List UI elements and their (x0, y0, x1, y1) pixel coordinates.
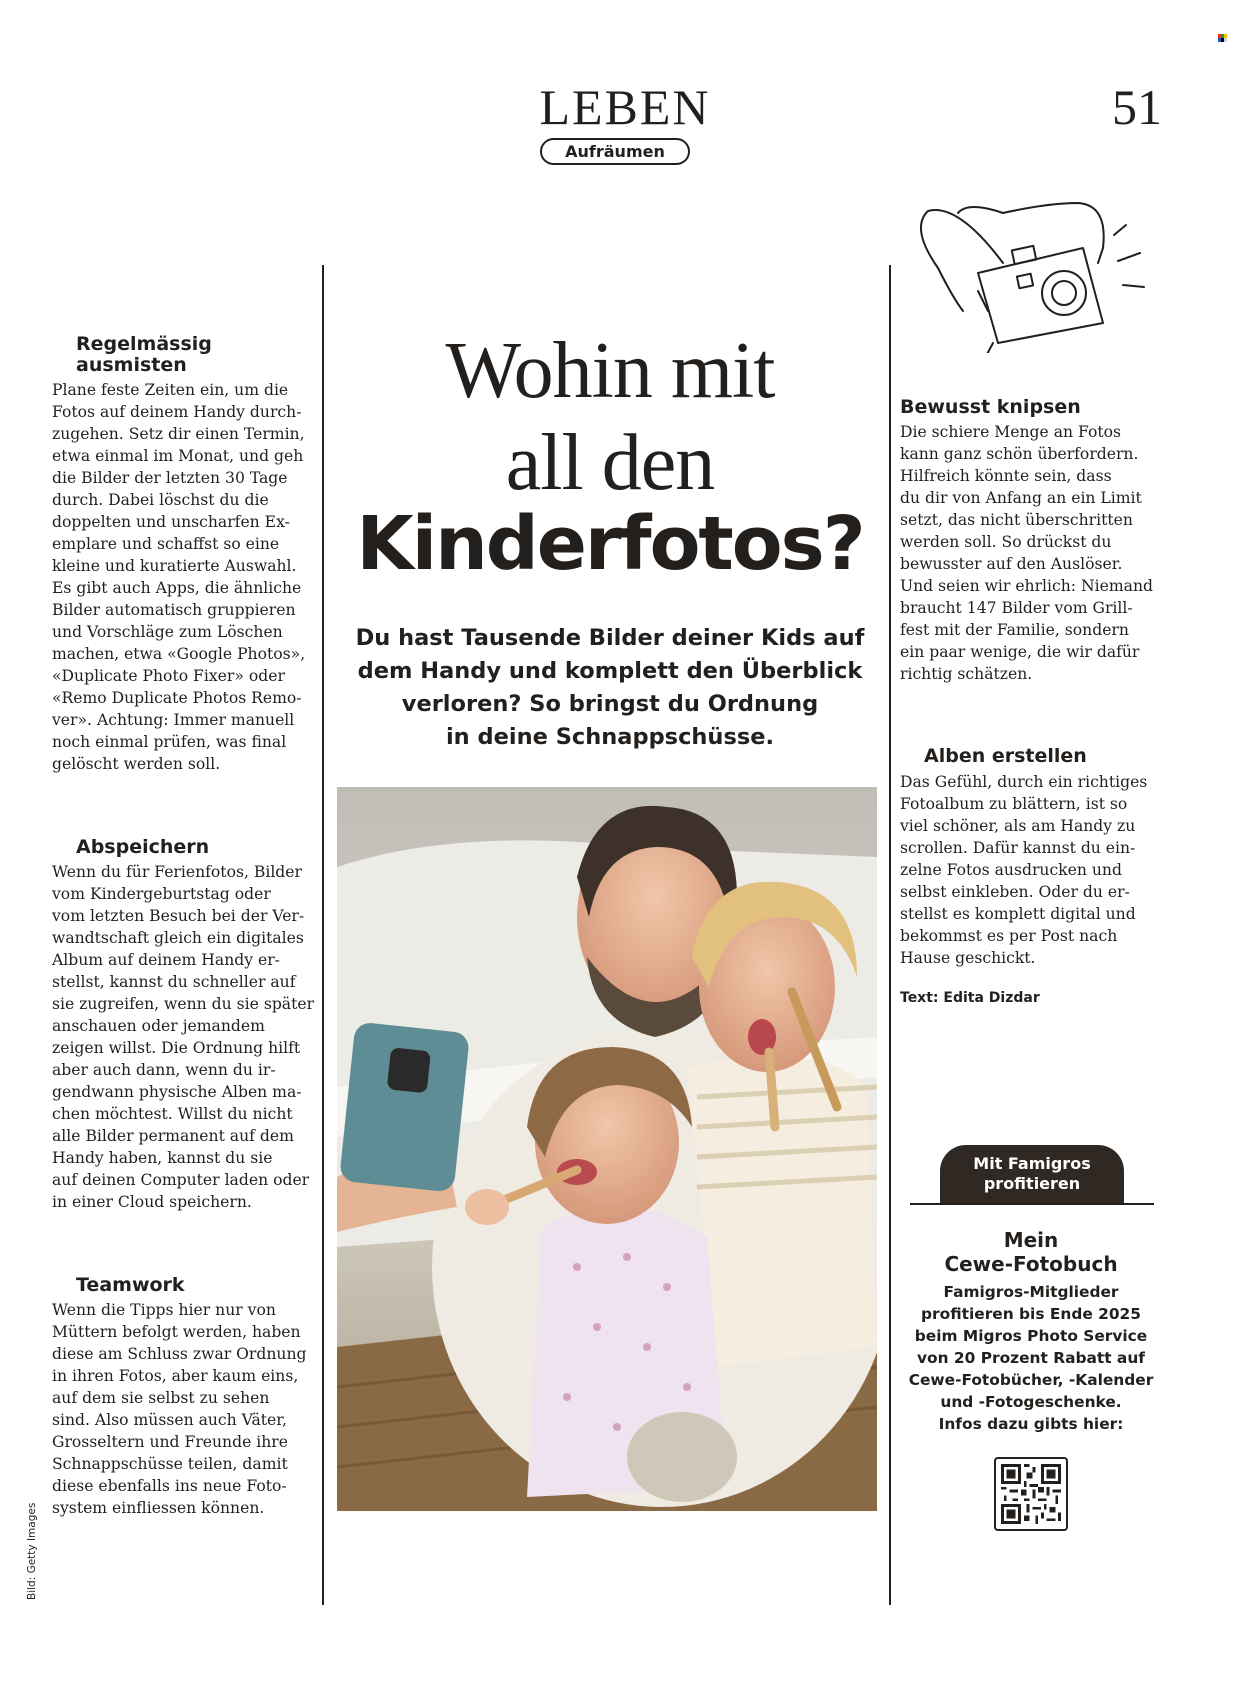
tip-heading: Alben erstellen (924, 745, 1087, 767)
section-title: LEBEN (539, 79, 711, 135)
tip-teamwork (76, 1275, 316, 1296)
tip-abspeichern (76, 837, 316, 858)
tip-text: Die schiere Menge an Fotos kann ganz schön überfordern. Hilfreich könnte sein, dass du dir von Anfang an ein Limit setzt, das nicht überschritten werden soll. So drückst du bewusster auf den Auslöser. Und seien wir ehrlich: Niemand braucht 147 Bilder vom Grill- fest mit der Familie, sondern ein paar wenige, die wir dafür richtig schätzen. (900, 423, 1153, 683)
print-color-mark-icon (1218, 34, 1227, 42)
camera-line-drawing-icon (918, 193, 1152, 353)
article-photo (337, 787, 877, 1511)
tip-body-alben (900, 771, 1160, 969)
qr-code-icon[interactable] (994, 1457, 1068, 1531)
promo-label: Mit Famigros profitieren (940, 1145, 1124, 1203)
tip-body-teamwork (52, 1299, 320, 1519)
tip-text: Wenn die Tipps hier nur von Müttern befolgt werden, haben diese am Schluss zwar Ordnung in ihren Fotos, aber kaum eins, auf dem sie selbst zu sehen sind. Also müssen auch Väter, Grosseltern und Freunde ihre Schnappschüsse teilen, damit diese ebenfalls ins neue Foto- system einfliessen können. (52, 1301, 307, 1517)
tip-heading: Teamwork (76, 1274, 185, 1296)
headline-line-1: Wohin mit (445, 327, 775, 415)
tip-bewusst-knipsen (900, 397, 1150, 418)
tip-alben-erstellen (924, 746, 1154, 767)
page-number: 51 (1112, 79, 1162, 135)
tip-heading: Bewusst knipsen (900, 396, 1081, 418)
author-credit: Text: Edita Dizdar (900, 990, 1040, 1006)
tip-body-ausmisten (52, 379, 320, 775)
photo-credit: Bild: Getty Images (26, 1502, 38, 1600)
tip-heading: Abspeichern (76, 836, 210, 858)
promo-title: Mein Cewe-Fotobuch (944, 1228, 1118, 1276)
lead-paragraph: Du hast Tausende Bilder deiner Kids auf dem Handy und komplett den Überblick verloren? So bringst du Ordnung in deine Schnappschüsse. (355, 625, 865, 750)
tip-heading: Regelmässig ausmisten (76, 333, 212, 376)
tip-regelmaessig-ausmisten (76, 334, 316, 376)
tip-text: Das Gefühl, durch ein richtiges Fotoalbum zu blättern, ist so viel schöner, als am Handy zu scrollen. Dafür kannst du ein- zelne Fotos ausdrucken und selbst einkleben. Oder du er- stellst es komplett digital und bekommst es per Post nach Hause geschickt. (900, 773, 1148, 967)
headline-line-3: Kinderfotos? (356, 501, 864, 587)
family-selfie-photo-illustration (337, 787, 877, 1511)
tip-body-knipsen (900, 421, 1160, 685)
promo-divider (910, 1203, 1154, 1205)
tip-body-abspeichern (52, 861, 320, 1213)
subsection-tag: Aufräumen (540, 138, 690, 165)
promo-text: Famigros-Mitglieder profitieren bis Ende 2025 beim Migros Photo Service von 20 Prozent Rabatt auf Cewe-Fotobücher, -Kalender und -Fotogeschenke. Infos dazu gibts hier: (908, 1283, 1154, 1433)
headline-line-2: all den (505, 419, 715, 507)
tip-text: Plane feste Zeiten ein, um die Fotos auf deinem Handy durch- zugehen. Setz dir einen Termin, etwa einmal im Monat, und geh die Bilder der letzten 30 Tage durch. Dabei löschst du die doppelten und unscharfen Ex- emplare und schaffst so eine kleine und kuratierte Auswahl. Es gibt auch Apps, die ähnliche Bilder automatisch gruppieren und Vorschläge zum Löschen machen, etwa «Google Photos», «Duplicate Photo Fixer» oder «Remo Duplicate Photos Remo- ver». Achtung: Immer manuell noch einmal prüfen, was final gelöscht werden soll. (52, 381, 306, 773)
tip-text: Wenn du für Ferienfotos, Bilder vom Kindergeburtstag oder vom letzten Besuch bei der Ver- wandtschaft gleich ein digitales Album auf deinem Handy er- stellst, kannst du schneller auf sie zugreifen, wenn du sie später anschauen oder jemandem zeigen willst. Die Ordnung hilft aber auch dann, wenn du ir- gendwann physische Alben ma- chen möchtest. Willst du nicht alle Bilder permanent auf dem Handy haben, kannst du sie auf deinen Computer laden oder in einer Cloud speichern. (52, 863, 315, 1211)
